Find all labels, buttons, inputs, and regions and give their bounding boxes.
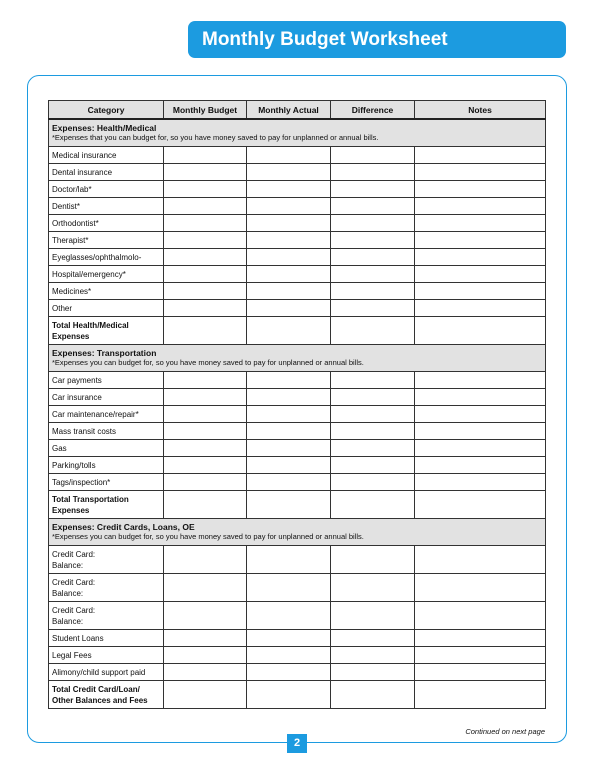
monthly-actual-cell[interactable] [247, 681, 331, 709]
difference-cell[interactable] [331, 630, 415, 647]
col-notes: Notes [415, 101, 546, 120]
section-title: Expenses: Health/Medical [52, 123, 157, 133]
notes-cell[interactable] [415, 317, 546, 345]
monthly-actual-cell[interactable] [247, 300, 331, 317]
category-cell [49, 283, 164, 300]
monthly-budget-cell[interactable] [164, 406, 247, 423]
table-row [49, 647, 546, 664]
table-row [49, 181, 546, 198]
budget-table [48, 100, 546, 709]
monthly-actual-cell[interactable] [247, 232, 331, 249]
total-row [49, 317, 546, 345]
category-label: Dental insurance [52, 167, 113, 177]
monthly-budget-cell[interactable] [164, 630, 247, 647]
monthly-budget-cell[interactable] [164, 647, 247, 664]
category-label: Car payments [52, 375, 102, 385]
category-label: Legal Fees [52, 650, 92, 660]
section-note: *Expenses you can budget for, so you have money saved to pay for unplanned or annual bills. [52, 532, 364, 541]
monthly-budget-cell[interactable] [164, 215, 247, 232]
monthly-actual-cell[interactable] [247, 423, 331, 440]
notes-cell[interactable] [415, 147, 546, 164]
monthly-budget-cell[interactable] [164, 164, 247, 181]
monthly-budget-cell[interactable] [164, 181, 247, 198]
continued-note: Continued on next page [465, 727, 545, 736]
category-cell [49, 423, 164, 440]
monthly-budget-cell[interactable] [164, 389, 247, 406]
section-header [49, 119, 546, 147]
category-sublabel: Balance: [52, 588, 84, 598]
notes-cell[interactable] [415, 630, 546, 647]
table-row [49, 440, 546, 457]
difference-cell[interactable] [331, 574, 415, 602]
category-label: Car maintenance/repair* [52, 409, 139, 419]
difference-cell[interactable] [331, 457, 415, 474]
category-label: Dentist* [52, 201, 81, 211]
difference-cell[interactable] [331, 283, 415, 300]
table-row [49, 664, 546, 681]
monthly-actual-cell[interactable] [247, 164, 331, 181]
total-row [49, 491, 546, 519]
table-row [49, 232, 546, 249]
difference-cell[interactable] [331, 406, 415, 423]
category-sublabel: Balance: [52, 560, 84, 570]
difference-cell[interactable] [331, 215, 415, 232]
category-cell [49, 389, 164, 406]
monthly-budget-cell[interactable] [164, 474, 247, 491]
category-cell [49, 249, 164, 266]
category-label: Gas [52, 443, 67, 453]
category-label: Credit Card: [52, 605, 96, 615]
table-row [49, 147, 546, 164]
category-cell [49, 474, 164, 491]
table-row [49, 389, 546, 406]
col-monthly-budget: Monthly Budget [164, 101, 247, 120]
category-cell [49, 164, 164, 181]
monthly-budget-cell[interactable] [164, 372, 247, 389]
monthly-actual-cell[interactable] [247, 181, 331, 198]
col-difference: Difference [331, 101, 415, 120]
difference-cell[interactable] [331, 181, 415, 198]
table-row [49, 546, 546, 574]
category-cell [49, 457, 164, 474]
category-cell [49, 681, 164, 709]
notes-cell[interactable] [415, 440, 546, 457]
monthly-budget-cell[interactable] [164, 266, 247, 283]
category-cell [49, 546, 164, 574]
monthly-actual-cell[interactable] [247, 602, 331, 630]
monthly-budget-cell[interactable] [164, 457, 247, 474]
monthly-actual-cell[interactable] [247, 389, 331, 406]
notes-cell[interactable] [415, 181, 546, 198]
notes-cell[interactable] [415, 681, 546, 709]
notes-cell[interactable] [415, 664, 546, 681]
category-label: Medical insurance [52, 150, 117, 160]
notes-cell[interactable] [415, 602, 546, 630]
monthly-actual-cell[interactable] [247, 574, 331, 602]
category-cell [49, 406, 164, 423]
category-cell [49, 647, 164, 664]
difference-cell[interactable] [331, 198, 415, 215]
notes-cell[interactable] [415, 300, 546, 317]
notes-cell[interactable] [415, 423, 546, 440]
monthly-actual-cell[interactable] [247, 440, 331, 457]
category-label: Other [52, 303, 73, 313]
difference-cell[interactable] [331, 474, 415, 491]
monthly-actual-cell[interactable] [247, 215, 331, 232]
category-label: Credit Card: [52, 577, 96, 587]
section-title: Expenses: Transportation [52, 348, 157, 358]
category-cell [49, 215, 164, 232]
category-label: Student Loans [52, 633, 104, 643]
page-title: Monthly Budget Worksheet [188, 21, 566, 58]
category-cell [49, 317, 164, 345]
category-cell [49, 198, 164, 215]
monthly-actual-cell[interactable] [247, 283, 331, 300]
category-label: Total Credit Card/Loan/ Other Balances and Fees [52, 684, 148, 705]
category-label: Car insurance [52, 392, 102, 402]
difference-cell[interactable] [331, 266, 415, 283]
monthly-actual-cell[interactable] [247, 491, 331, 519]
notes-cell[interactable] [415, 232, 546, 249]
notes-cell[interactable] [415, 389, 546, 406]
monthly-actual-cell[interactable] [247, 198, 331, 215]
difference-cell[interactable] [331, 681, 415, 709]
category-label: Orthodontist* [52, 218, 99, 228]
difference-cell[interactable] [331, 440, 415, 457]
section-note: *Expenses that you can budget for, so you have money saved to pay for unplanned or annual bills. [52, 133, 379, 142]
monthly-budget-cell[interactable] [164, 681, 247, 709]
notes-cell[interactable] [415, 457, 546, 474]
col-category: Category [49, 101, 164, 120]
monthly-budget-cell[interactable] [164, 602, 247, 630]
notes-cell[interactable] [415, 266, 546, 283]
monthly-actual-cell[interactable] [247, 630, 331, 647]
table-row [49, 283, 546, 300]
monthly-actual-cell[interactable] [247, 406, 331, 423]
category-label: Therapist* [52, 235, 89, 245]
difference-cell[interactable] [331, 300, 415, 317]
table-row [49, 457, 546, 474]
notes-cell[interactable] [415, 215, 546, 232]
monthly-budget-cell[interactable] [164, 664, 247, 681]
monthly-actual-cell[interactable] [247, 266, 331, 283]
monthly-actual-cell[interactable] [247, 474, 331, 491]
category-cell [49, 300, 164, 317]
monthly-budget-cell[interactable] [164, 283, 247, 300]
category-cell [49, 147, 164, 164]
notes-cell[interactable] [415, 164, 546, 181]
notes-cell[interactable] [415, 249, 546, 266]
monthly-budget-cell[interactable] [164, 491, 247, 519]
notes-cell[interactable] [415, 647, 546, 664]
difference-cell[interactable] [331, 372, 415, 389]
notes-cell[interactable] [415, 546, 546, 574]
difference-cell[interactable] [331, 546, 415, 574]
monthly-budget-cell[interactable] [164, 300, 247, 317]
difference-cell[interactable] [331, 232, 415, 249]
category-cell [49, 372, 164, 389]
table-row [49, 406, 546, 423]
difference-cell[interactable] [331, 389, 415, 406]
section-header [49, 519, 546, 546]
category-cell [49, 440, 164, 457]
category-label: Total Transportation Expenses [52, 494, 129, 515]
notes-cell[interactable] [415, 491, 546, 519]
table-row [49, 249, 546, 266]
notes-cell[interactable] [415, 406, 546, 423]
monthly-budget-cell[interactable] [164, 249, 247, 266]
total-row [49, 681, 546, 709]
table-row [49, 574, 546, 602]
notes-cell[interactable] [415, 283, 546, 300]
table-row [49, 215, 546, 232]
category-label: Credit Card: [52, 549, 96, 559]
notes-cell[interactable] [415, 474, 546, 491]
category-cell [49, 602, 164, 630]
table-row [49, 266, 546, 283]
monthly-budget-cell[interactable] [164, 147, 247, 164]
monthly-actual-cell[interactable] [247, 317, 331, 345]
monthly-budget-cell[interactable] [164, 574, 247, 602]
category-label: Parking/tolls [52, 460, 96, 470]
table-row [49, 300, 546, 317]
category-sublabel: Balance: [52, 616, 84, 626]
table-row [49, 630, 546, 647]
category-cell [49, 266, 164, 283]
table-row [49, 423, 546, 440]
monthly-actual-cell[interactable] [247, 647, 331, 664]
category-cell [49, 491, 164, 519]
page-number: 2 [287, 734, 307, 753]
monthly-budget-cell[interactable] [164, 423, 247, 440]
section-header [49, 345, 546, 372]
category-cell [49, 232, 164, 249]
category-label: Mass transit costs [52, 426, 117, 436]
col-monthly-actual: Monthly Actual [247, 101, 331, 120]
notes-cell[interactable] [415, 372, 546, 389]
difference-cell[interactable] [331, 249, 415, 266]
monthly-budget-cell[interactable] [164, 440, 247, 457]
section-header-cell [49, 345, 546, 372]
category-label: Hospital/emergency* [52, 269, 126, 279]
notes-cell[interactable] [415, 198, 546, 215]
monthly-actual-cell[interactable] [247, 546, 331, 574]
notes-cell[interactable] [415, 574, 546, 602]
monthly-actual-cell[interactable] [247, 664, 331, 681]
monthly-actual-cell[interactable] [247, 249, 331, 266]
table-row [49, 474, 546, 491]
section-title: Expenses: Credit Cards, Loans, OE [52, 522, 195, 532]
table-row [49, 164, 546, 181]
difference-cell[interactable] [331, 147, 415, 164]
table-row [49, 372, 546, 389]
section-header-cell [49, 119, 546, 147]
difference-cell[interactable] [331, 602, 415, 630]
monthly-actual-cell[interactable] [247, 147, 331, 164]
difference-cell[interactable] [331, 664, 415, 681]
monthly-budget-cell[interactable] [164, 317, 247, 345]
difference-cell[interactable] [331, 491, 415, 519]
category-label: Total Health/Medical Expenses [52, 320, 129, 341]
section-header-cell [49, 519, 546, 546]
category-cell [49, 574, 164, 602]
budget-body [49, 119, 546, 709]
monthly-budget-cell[interactable] [164, 198, 247, 215]
category-label: Eyeglasses/ophthalmolo- [52, 252, 142, 262]
difference-cell[interactable] [331, 317, 415, 345]
category-cell [49, 664, 164, 681]
monthly-actual-cell[interactable] [247, 457, 331, 474]
monthly-budget-cell[interactable] [164, 232, 247, 249]
category-label: Doctor/lab* [52, 184, 92, 194]
category-label: Tags/inspection* [52, 477, 111, 487]
category-cell [49, 630, 164, 647]
category-cell [49, 181, 164, 198]
table-row [49, 198, 546, 215]
table-row [49, 602, 546, 630]
difference-cell[interactable] [331, 647, 415, 664]
monthly-actual-cell[interactable] [247, 372, 331, 389]
header-row [49, 101, 546, 120]
category-label: Medicines* [52, 286, 92, 296]
section-note: *Expenses you can budget for, so you have money saved to pay for unplanned or annual bills. [52, 358, 364, 367]
category-label: Alimony/child support paid [52, 667, 146, 677]
difference-cell[interactable] [331, 423, 415, 440]
monthly-budget-cell[interactable] [164, 546, 247, 574]
difference-cell[interactable] [331, 164, 415, 181]
